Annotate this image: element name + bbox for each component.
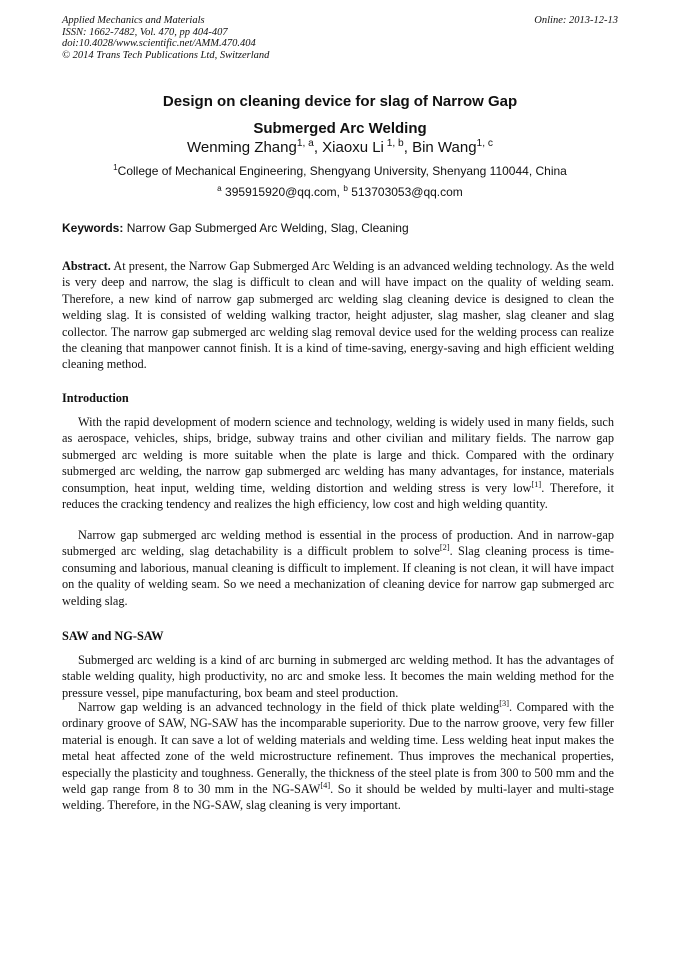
copyright-line: © 2014 Trans Tech Publications Ltd, Switzerland [62, 49, 270, 61]
author-name: Bin Wang [412, 139, 477, 156]
doi-line: doi:10.4028/www.scientific.net/AMM.470.404 [62, 38, 256, 50]
introduction-paragraph-2 [62, 527, 614, 609]
paragraph-text: . So it should be welded by multi-layer and multi-stage welding. Therefore, in the NG-SAW, slag cleaning is very important. [62, 782, 614, 813]
section-heading-introduction: Introduction [62, 391, 129, 405]
email-mark-a: a [217, 184, 222, 193]
email-mark-b: b [343, 184, 348, 193]
issn-line: ISSN: 1662-7482, Vol. 470, pp 404-407 [62, 26, 228, 38]
affiliation-mark: 1 [113, 163, 118, 172]
email-line [62, 184, 618, 200]
paragraph-text: With the rapid development of modern science and technology, welding is widely used in many fields, such as aerospace, vehicles, ships, bridge, subway trains and other civilian and military fields. The narrow gap submerged arc welding is more suitable when the plate is large and thick. Compared with the ordinary submerged arc welding, the narrow gap submerged arc welding has many advantages, for instance, materials consumption, heat input, welding time, welding distortion and welding stress is very low [62, 415, 614, 495]
citation-ref: [1] [531, 479, 542, 489]
citation-ref: [3] [499, 698, 509, 708]
email-b: 513703053@qq.com [347, 185, 463, 199]
author-name: Wenming Zhang [187, 139, 297, 156]
paragraph-text: . Slag cleaning process is time-consuming and laborious, manual cleaning is difficult to implement. If cleaning is not clean, it will have impact on the quality of welding seam. So we need a mechanization of cleaning device for narrow gap submerged arc welding slag. [62, 544, 615, 608]
citation-ref: [4] [320, 780, 331, 790]
saw-paragraph-2 [62, 699, 614, 814]
paper-title [62, 88, 618, 142]
citation-ref: [2] [439, 543, 450, 553]
author-name: Xiaoxu Li [322, 139, 384, 156]
introduction-paragraph-1 [62, 414, 614, 512]
paragraph-text: Narrow gap submerged arc welding method is essential in the process of production. And in narrow-gap submerged arc welding, slag detachability is a difficult problem to solve [62, 528, 614, 559]
section-heading-saw: SAW and NG-SAW [62, 629, 164, 643]
author-list [62, 137, 618, 159]
journal-name: Applied Mechanics and Materials [62, 15, 205, 26]
paragraph-text: . Therefore, it reduces the cracking tendency and realizes the high efficiency, low cost and high welding quantity. [62, 480, 615, 512]
journal-header [62, 15, 618, 61]
author-affiliation-mark: 1, a [296, 138, 314, 149]
affiliation-text: College of Mechanical Engineering, Shengyang University, Shenyang 110044, China [117, 164, 567, 178]
online-date: Online: 2013-12-13 [534, 15, 618, 26]
saw-paragraph-1: Submerged arc welding is a kind of arc burning in submerged arc welding method. It has the advantages of stable welding quality, high productivity, no arc and smoke less. It becomes the main welding method for the pressure vessel, pipe manufacturing, box beam and steel production. [62, 653, 614, 700]
affiliation [62, 163, 618, 179]
email-a: 395915920@qq.com, [221, 185, 344, 199]
abstract [62, 258, 614, 373]
keywords [62, 219, 618, 237]
title-line-1: Design on cleaning device for slag of Narrow Gap [162, 93, 518, 110]
title-line-2: Submerged Arc Welding [253, 120, 427, 137]
keywords-text: Narrow Gap Submerged Arc Welding, Slag, Cleaning [123, 221, 409, 235]
abstract-text: At present, the Narrow Gap Submerged Arc Welding is an advanced welding technology. As the weld is very deep and narrow, the slag is difficult to clean and will have impact on the quality of welding seam. Therefore, a new kind of narrow gap submerged arc welding slag cleaning device is designed to clean the welding slag. It is consisted of welding walking tractor, height adjuster, slag masher, slag cleaner and slag collector. The narrow gap submerged arc welding slag removal device used for the welding process can realize the cleaning that manpower cannot finish. It is a kind of time-saving, energy-saving and high efficient welding cleaning method. [62, 259, 614, 372]
abstract-label: Abstract. [62, 259, 111, 273]
author-affiliation-mark: 1, c [476, 138, 493, 149]
paragraph-text: Narrow gap welding is an advanced technology in the field of thick plate welding [78, 700, 500, 714]
author-separator: , [403, 139, 413, 156]
author-separator: , [313, 139, 323, 156]
keywords-label: Keywords: [62, 221, 124, 235]
paragraph-text: . Compared with the ordinary groove of SAW, NG-SAW has the incomparable superiority. Due to the narrow groove, very few filler material is enough. It can save a lot of welding materials and welding time. Less welding heat input makes the metal heat affected zone of the weld microstructure refinement. Thus improves the mechanical properties, especially the plasticity and toughness. Generally, the thickness of the steel plate is from 300 to 500 mm and the weld gap range from 8 to 30 mm in the NG-SAW [62, 700, 615, 797]
author-affiliation-mark: 1, b [383, 138, 404, 149]
